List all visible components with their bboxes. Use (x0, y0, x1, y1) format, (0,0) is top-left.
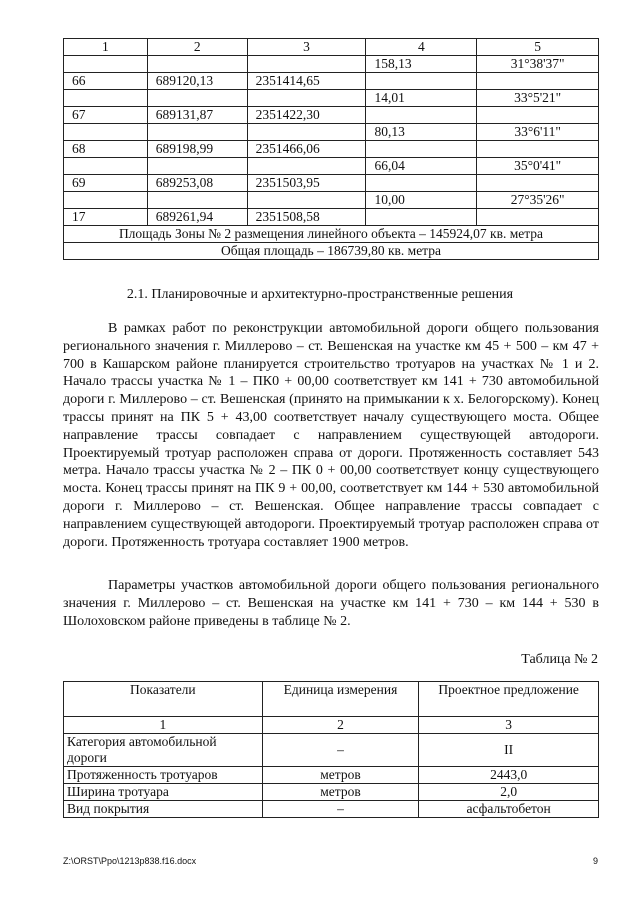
point-id (64, 90, 148, 107)
x-coordinate: 689253,08 (147, 175, 247, 192)
table-row (64, 801, 599, 818)
paragraph-description: В рамках работ по реконструкции автомобильной дороги общего пользования регионального значения г. Миллерово – ст. Вешенская на участке км 45 + 500 – км 47 + 700 в Кашарском районе планируется строительство тротуаров на участках № 1 и 2. Начало трассы участка № 1 – ПК0 + 00,00 соответствует км 141 + 730 автомобильной дороги г. Миллерово – ст. Вешенская (принято на примыкании к х. Белогорскому). Конец трассы принят на ПК 5 + 43,00 соответствует началу существующего моста. Общее направление трассы совпадает с направлением существующей автодороги. Проектируемый тротуар расположен справа от дороги. Протяженность составляет 543 метра. Начало трассы участка № 2 – ПК 0 + 00,00 соответствует концу существующего моста. Конец трассы принят на ПК 9 + 00,00, соответствует км 144 + 530 автомобильной дороги г. Миллерово – ст. Вешенская. Общее направление трассы совпадает с направлением существующей автодороги. Проектируемый тротуар расположен справа от дороги. Протяженность тротуара составляет 1900 метров. (63, 321, 599, 550)
angle (477, 175, 599, 192)
y-coordinate: 2351466,06 (247, 141, 366, 158)
column-number: 3 (419, 717, 599, 734)
point-id: 69 (64, 175, 148, 192)
indicator: Ширина тротуара (64, 784, 263, 801)
parameters-table (63, 681, 599, 818)
table-row (64, 141, 599, 158)
x-coordinate: 689198,99 (147, 141, 247, 158)
point-id: 68 (64, 141, 148, 158)
footer-file-path: Z:\ORST\Ppo\1213p838.f16.docx (63, 856, 197, 866)
indicator: Протяженность тротуаров (64, 767, 263, 784)
distance: 14,01 (366, 90, 477, 107)
proposal-value: 2,0 (419, 784, 599, 801)
indicator: Категория автомобильной дороги (64, 734, 263, 767)
point-id: 66 (64, 73, 148, 90)
table-row (64, 56, 599, 73)
table-header-row (64, 39, 599, 56)
distance: 158,13 (366, 56, 477, 73)
table-row (64, 107, 599, 124)
y-coordinate (247, 124, 366, 141)
column-number: 4 (366, 39, 477, 56)
point-id (64, 56, 148, 73)
y-coordinate (247, 56, 366, 73)
column-number: 1 (64, 39, 148, 56)
unit: метров (262, 767, 419, 784)
point-id (64, 158, 148, 175)
table-row (64, 734, 599, 767)
column-number-row (64, 717, 599, 734)
point-id (64, 124, 148, 141)
point-id: 17 (64, 209, 148, 226)
angle: 35°0'41" (477, 158, 599, 175)
distance: 66,04 (366, 158, 477, 175)
x-coordinate: 689131,87 (147, 107, 247, 124)
table-row (64, 209, 599, 226)
column-number: 5 (477, 39, 599, 56)
distance (366, 107, 477, 124)
angle: 33°5'21" (477, 90, 599, 107)
y-coordinate (247, 158, 366, 175)
x-coordinate: 689261,94 (147, 209, 247, 226)
indicator: Вид покрытия (64, 801, 263, 818)
angle (477, 107, 599, 124)
distance (366, 175, 477, 192)
angle (477, 209, 599, 226)
table-row (64, 192, 599, 209)
table-row (64, 784, 599, 801)
unit: – (262, 801, 419, 818)
angle: 27°35'26" (477, 192, 599, 209)
page-number: 9 (592, 856, 598, 866)
column-header: Показатели (64, 682, 263, 717)
y-coordinate (247, 192, 366, 209)
distance: 10,00 (366, 192, 477, 209)
x-coordinate (147, 124, 247, 141)
column-number: 1 (64, 717, 263, 734)
total-area-text: Общая площадь – 186739,80 кв. метра (64, 243, 599, 260)
y-coordinate: 2351503,95 (247, 175, 366, 192)
x-coordinate (147, 192, 247, 209)
angle: 31°38'37" (477, 56, 599, 73)
section-heading: 2.1. Планировочные и архитектурно-пространственные решения (126, 287, 514, 302)
table-row (64, 73, 599, 90)
table-header-row (64, 682, 599, 717)
coordinates-table (63, 38, 599, 260)
angle (477, 141, 599, 158)
distance: 80,13 (366, 124, 477, 141)
table-row (64, 90, 599, 107)
table-row (64, 158, 599, 175)
x-coordinate (147, 56, 247, 73)
zone-area-row (64, 226, 599, 243)
x-coordinate: 689120,13 (147, 73, 247, 90)
proposal-value: II (419, 734, 599, 767)
zone-area-text: Площадь Зоны № 2 размещения линейного объекта – 145924,07 кв. метра (64, 226, 599, 243)
angle (477, 73, 599, 90)
table-caption: Таблица № 2 (521, 652, 598, 667)
unit: – (262, 734, 419, 767)
column-header: Единица измерения (262, 682, 419, 717)
column-number: 3 (247, 39, 366, 56)
point-id: 67 (64, 107, 148, 124)
paragraph-parameters: Параметры участков автомобильной дороги общего пользования регионального значения г. Миллерово – ст. Вешенская на участке км 141 + 730 – км 144 + 530 в Шолоховском районе приведены в таблице № 2. (63, 578, 599, 629)
y-coordinate (247, 90, 366, 107)
y-coordinate: 2351422,30 (247, 107, 366, 124)
distance (366, 141, 477, 158)
x-coordinate (147, 158, 247, 175)
total-area-row (64, 243, 599, 260)
column-header: Проектное предложение (419, 682, 599, 717)
table-row (64, 175, 599, 192)
proposal-value: 2443,0 (419, 767, 599, 784)
y-coordinate: 2351508,58 (247, 209, 366, 226)
column-number: 2 (262, 717, 419, 734)
x-coordinate (147, 90, 247, 107)
distance (366, 209, 477, 226)
proposal-value: асфальтобетон (419, 801, 599, 818)
unit: метров (262, 784, 419, 801)
distance (366, 73, 477, 90)
angle: 33°6'11" (477, 124, 599, 141)
column-number: 2 (147, 39, 247, 56)
point-id (64, 192, 148, 209)
table-row (64, 124, 599, 141)
table-row (64, 767, 599, 784)
y-coordinate: 2351414,65 (247, 73, 366, 90)
